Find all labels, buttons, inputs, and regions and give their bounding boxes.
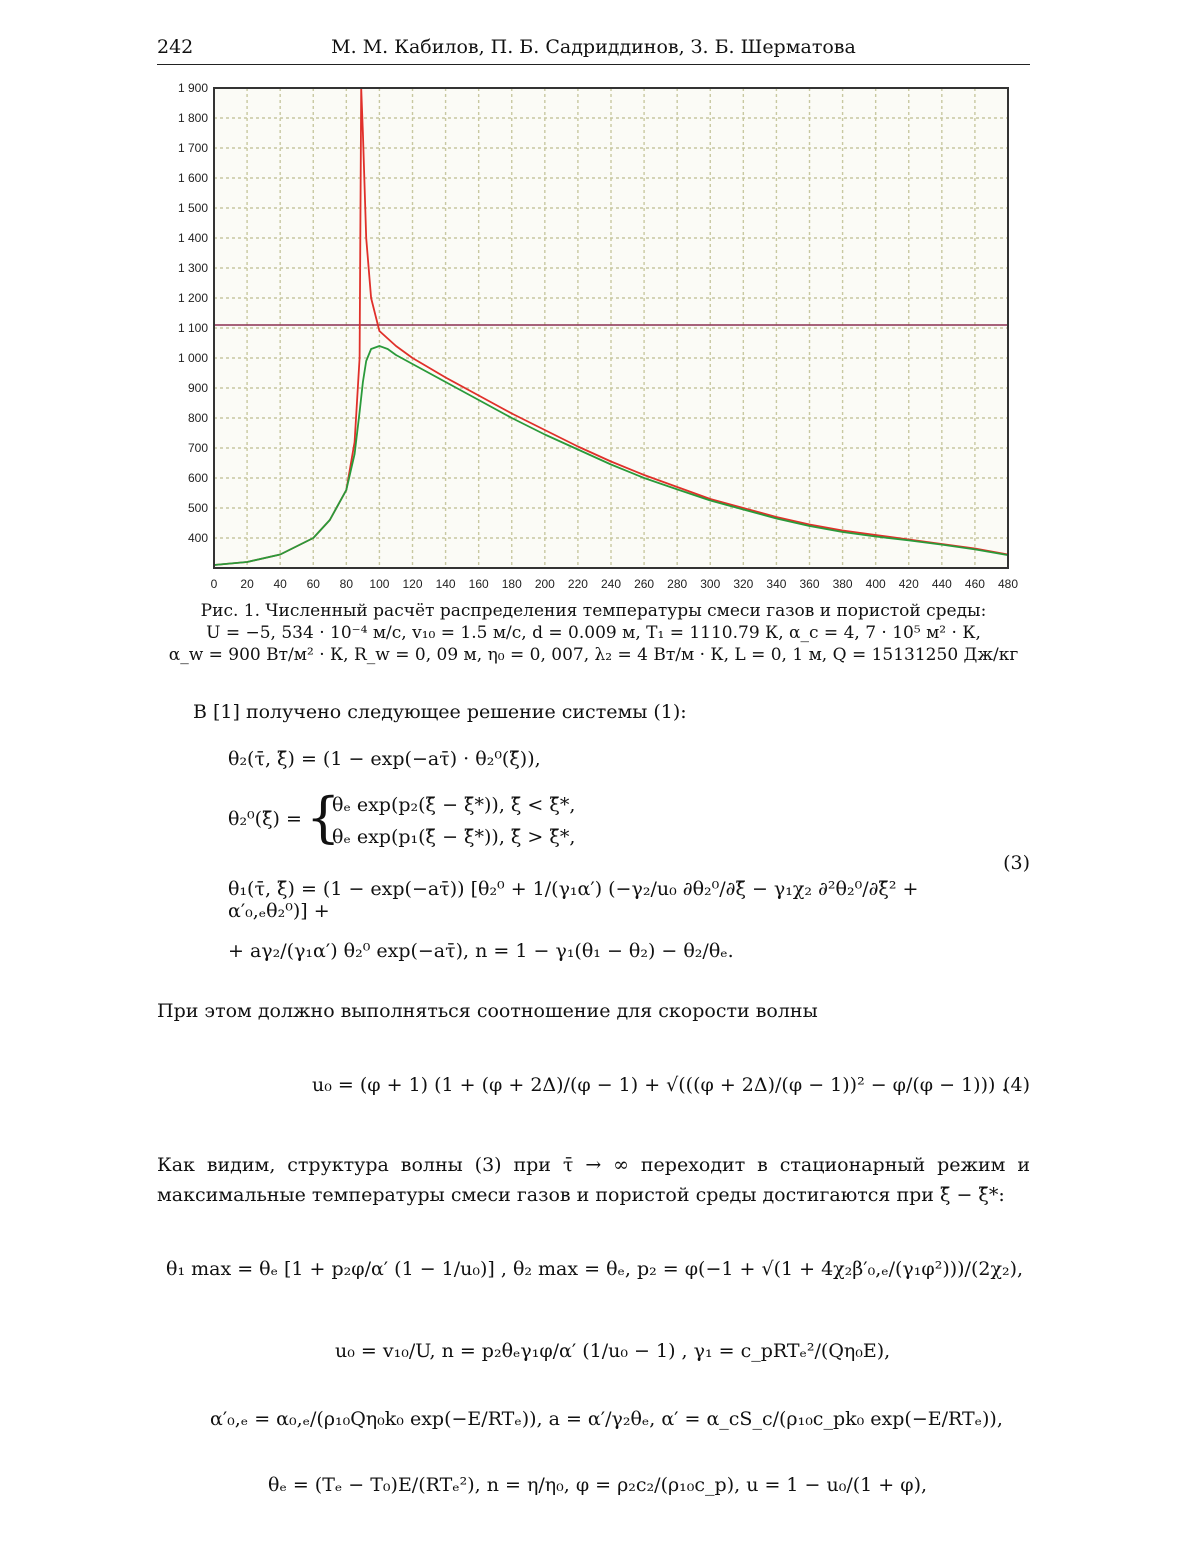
x-tick-label: 200: [534, 577, 555, 591]
equation-case-brace: {: [306, 786, 341, 849]
y-tick-label: 800: [187, 411, 208, 425]
paragraph-structure: Как видим, структура волны (3) при τ̄ → ∞ переходит в стационарный режим и максимальные температуры смеси газов и пористой среды достигаются при ξ̄ − ξ̄*:: [157, 1154, 1030, 1206]
x-tick-label: 80: [339, 577, 354, 591]
equation-number-3: (3): [1003, 852, 1030, 874]
equation-theta1: θ₁(τ̄, ξ̄) = (1 − exp(−aτ̄)) [θ₂⁰ + 1/(γ₁α′) (−γ₂/u₀ ∂θ₂⁰/∂ξ̄ − γ₁χ₂ ∂²θ₂⁰/∂ξ̄² + α′₀,ₑθ₂⁰)] +: [228, 878, 919, 922]
caption-line-3: α_w = 900 Вт/м² · К, R_w = 0, 09 м, η₀ = 0, 007, λ₂ = 4 Вт/м · К, L = 0, 1 м, Q = 15131250 Дж/кг: [168, 645, 1019, 665]
equation-max-temps: θ₁ max = θₑ [1 + p₂φ/α′ (1 − 1/u₀)] , θ₂ max = θₑ, p₂ = φ(−1 + √(1 + 4χ₂β′₀,ₑ/(γ₁φ²)))/(2χ₂),: [166, 1258, 1024, 1280]
x-tick-label: 320: [733, 577, 754, 591]
y-tick-label: 1 900: [177, 82, 208, 95]
y-tick-label: 1 000: [177, 351, 208, 365]
x-tick-label: 300: [700, 577, 721, 591]
x-tick-label: 20: [240, 577, 254, 591]
x-tick-label: 180: [501, 577, 522, 591]
x-tick-label: 440: [931, 577, 952, 591]
equation-case-1: θₑ exp(p₂(ξ̄ − ξ̄*)), ξ̄ < ξ̄*,: [332, 794, 576, 816]
x-tick-label: 420: [898, 577, 919, 591]
x-tick-label: 280: [667, 577, 688, 591]
y-tick-label: 600: [187, 471, 208, 485]
equation-theta-e: θₑ = (Tₑ − T₀)E/(RTₑ²), n = η/η₀, φ = ρ₂c₂/(ρ₁₀c_p), u = 1 − u₀/(1 + φ),: [268, 1474, 928, 1496]
x-tick-label: 480: [997, 577, 1019, 591]
equation-alpha: α′₀,ₑ = α₀,ₑ/(ρ₁₀Qη₀k₀ exp(−E/RTₑ)), a = α′/γ₂θₑ, α′ = α_cS_c/(ρ₁₀c_pk₀ exp(−E/RTₑ)),: [210, 1408, 1003, 1430]
x-tick-label: 260: [634, 577, 655, 591]
caption-line-1: Рис. 1. Численный расчёт распределения температуры смеси газов и пористой среды:: [200, 601, 987, 621]
y-tick-label: 500: [187, 501, 208, 515]
x-tick-label: 140: [435, 577, 456, 591]
y-tick-label: 1 100: [177, 321, 208, 335]
x-tick-label: 120: [402, 577, 423, 591]
x-tick-label: 220: [567, 577, 588, 591]
caption-line-2: U = −5, 534 · 10⁻⁴ м/с, v₁₀ = 1.5 м/с, d = 0.009 м, T₁ = 1110.79 К, α_c = 4, 7 · 10⁵ м² · К,: [206, 623, 981, 643]
x-tick-label: 240: [600, 577, 622, 591]
y-tick-label: 1 600: [177, 171, 208, 185]
x-tick-label: 160: [468, 577, 489, 591]
x-tick-label: 360: [799, 577, 820, 591]
x-tick-label: 400: [865, 577, 886, 591]
y-tick-label: 700: [187, 441, 208, 455]
equation-theta2: θ₂(τ̄, ξ̄) = (1 − exp(−aτ̄) · θ₂⁰(ξ̄)),: [228, 748, 541, 770]
paragraph-intro: В [1] получено следующее решение системы (1):: [193, 701, 687, 723]
y-tick-label: 1 200: [177, 291, 208, 305]
x-tick-label: 60: [306, 577, 320, 591]
x-tick-label: 380: [832, 577, 853, 591]
y-tick-label: 1 500: [177, 201, 208, 215]
equation-u0-n-gamma: u₀ = v₁₀/U, n = p₂θₑγ₁φ/α′ (1/u₀ − 1) , γ₁ = c_pRTₑ²/(Qη₀E),: [335, 1340, 891, 1362]
x-tick-label: 0: [210, 577, 218, 591]
equation-u0: u₀ = (φ + 1) (1 + (φ + 2Δ)/(φ − 1) + √(((φ + 2Δ)/(φ − 1))² − φ/(φ − 1))) .: [312, 1074, 1008, 1096]
equation-theta2-zero-lhs: θ₂⁰(ξ̄) =: [228, 808, 302, 830]
figure-caption: [157, 600, 1030, 666]
x-tick-label: 40: [273, 577, 287, 591]
equation-theta1-cont: + aγ₂/(γ₁α′) θ₂⁰ exp(−aτ̄), n = 1 − γ₁(θ₁ − θ₂) − θ₂/θₑ.: [228, 940, 734, 962]
running-authors: М. М. Кабилов, П. Б. Садриддинов, З. Б. Шерматова: [331, 36, 856, 58]
equation-number-4: (4): [1003, 1074, 1030, 1096]
x-tick-label: 460: [964, 577, 985, 591]
y-tick-label: 1 800: [177, 111, 208, 125]
x-tick-label: 340: [766, 577, 787, 591]
y-tick-label: 900: [187, 381, 208, 395]
paragraph-wave-speed: При этом должно выполняться соотношение для скорости волны: [157, 1000, 818, 1022]
y-tick-label: 1 700: [177, 141, 208, 155]
chart-svg: [170, 82, 1030, 602]
y-tick-label: 1 300: [177, 261, 208, 275]
x-tick-label: 100: [369, 577, 390, 591]
temperature-chart: [170, 82, 1030, 602]
page-number: 242: [157, 36, 194, 58]
y-tick-label: 1 400: [177, 231, 208, 245]
equation-case-2: θₑ exp(p₁(ξ̄ − ξ̄*)), ξ̄ > ξ̄*,: [332, 826, 576, 848]
page-header: [157, 34, 1030, 65]
y-tick-label: 400: [187, 531, 208, 545]
